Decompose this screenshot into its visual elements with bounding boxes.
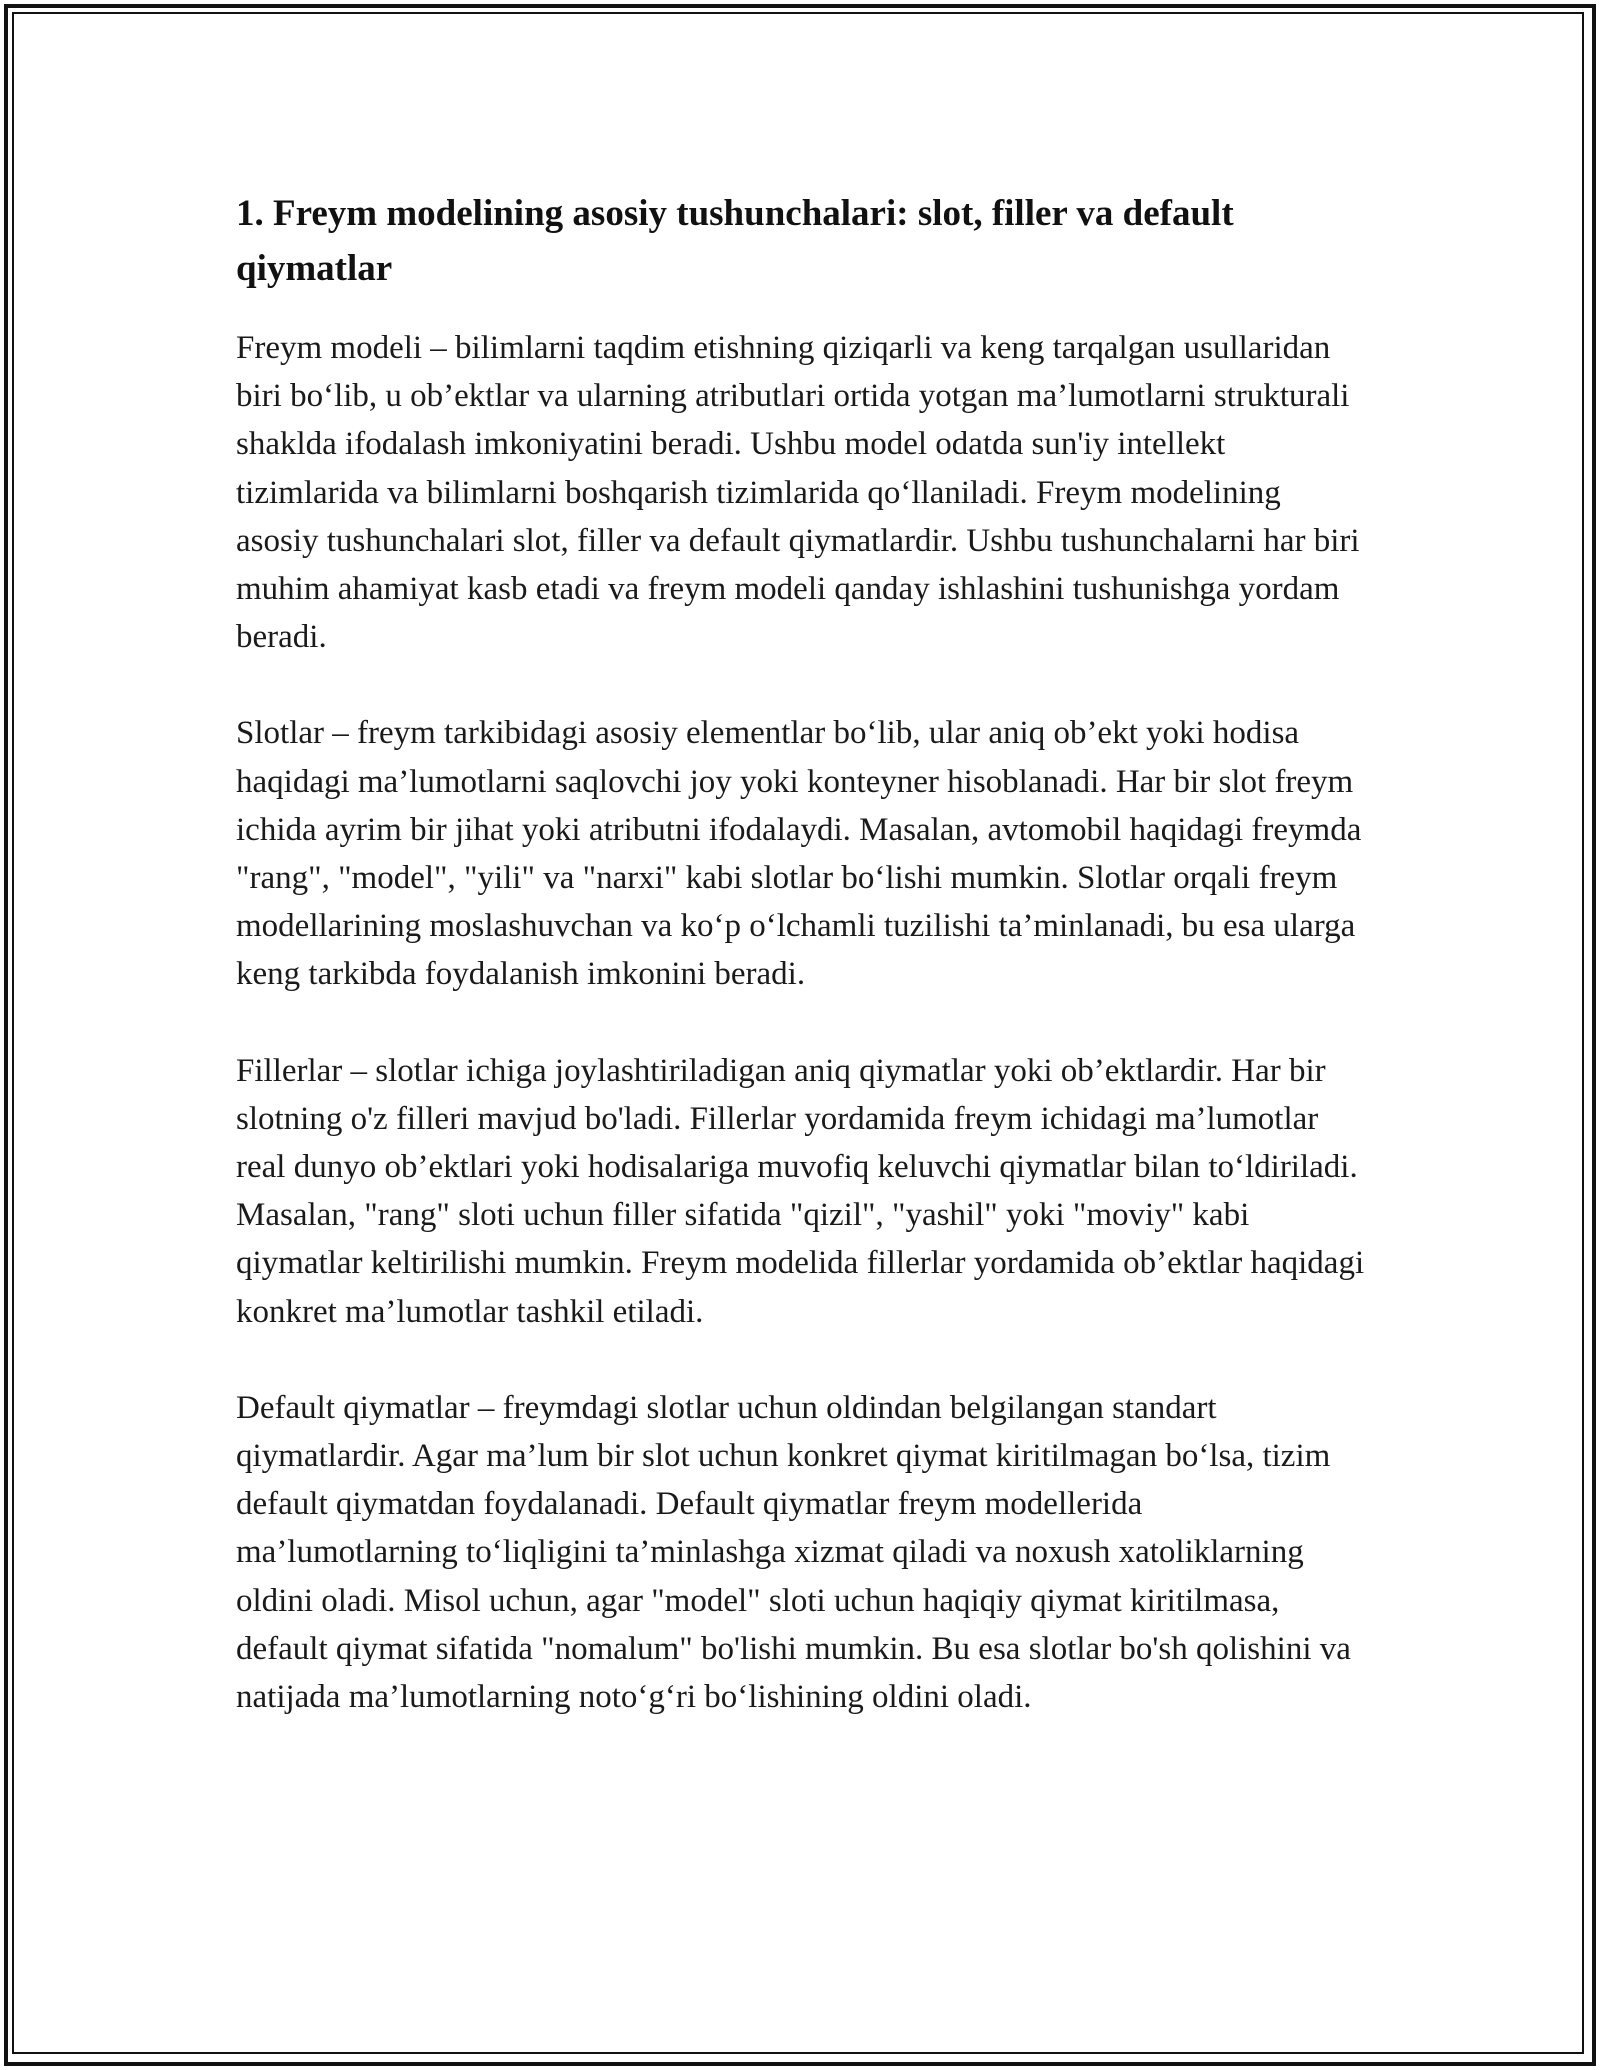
paragraph-fillerlar: Fillerlar – slotlar ichiga joylashtiriladigan aniq qiymatlar yoki ob’ektlardir. Har bir slotning o'z filleri mavjud bo'ladi. Fillerlar yordamida freym ichidagi ma’lumotlar real dunyo ob’ektlari yoki hodisalariga muvofiq keluvchi qiymatlar bilan to‘ldiriladi. Masalan, "rang" sloti uchun filler sifatida "qizil", "yashil" yoki "moviy" kabi qiymatlar keltirilishi mumkin. Freym modelida fillerlar yordamida ob’ektlar haqidagi konkret ma’lumotlar tashkil etiladi. [236,1052,1365,1330]
paragraph-default-qiymatlar: Default qiymatlar – freymdagi slotlar uchun oldindan belgilangan standart qiymatlardir. Agar ma’lum bir slot uchun konkret qiymat kiritilmagan bo‘lsa, tizim default qiymatdan foydalanadi. Default qiymatlar freym modellerida ma’lumotlarning to‘liqligini ta’minlashga xizmat qiladi va noxush xatoliklarning oldini oladi. Misol uchun, agar "model" sloti uchun haqiqiy qiymat kiritilmasa, default qiymat sifatida "nomalum" bo'lishi mumkin. Bu esa slotlar bo'sh qolishini va natijada ma’lumotlarning noto‘g‘ri bo‘lishining oldini oladi. [236,1389,1351,1716]
paragraph-freym-modeli: Freym modeli – bilimlarni taqdim etishning qiziqarli va keng tarqalgan usullaridan biri bo‘lib, u ob’ektlar va ularning atributlari ortida yotgan ma’lumotlarni strukturali shaklda ifodalash imkoniyatini beradi. Ushbu model odatda sun'iy intellekt tizimlarida va bilimlarni boshqarish tizimlarida qo‘llaniladi. Freym modelining asosiy tushunchalari slot, filler va default qiymatlardir. Ushbu tushunchalarni har biri muhim ahamiyat kasb etadi va freym modeli qanday ishlashini tushunishga yordam beradi. [236,330,1360,656]
document-body [236,186,1371,1769]
section-heading: 1. Freym modelining asosiy tushunchalari: slot, filler va default qiymatlar [236,193,1234,289]
paragraph-slotlar: Slotlar – freym tarkibidagi asosiy elementlar bo‘lib, ular aniq ob’ekt yoki hodisa haqidagi ma’lumotlarni saqlovchi joy yoki konteyner hisoblanadi. Har bir slot freym ichida ayrim bir jihat yoki atributni ifodalaydi. Masalan, avtomobil haqidagi freymda "rang", "model", "yili" va "narxi" kabi slotlar bo‘lishi mumkin. Slotlar orqali freym modellarining moslashuvchan va ko‘p o‘lchamli tuzilishi ta’minlanadi, bu esa ularga keng tarkibda foydalanish imkonini beradi. [236,715,1362,993]
